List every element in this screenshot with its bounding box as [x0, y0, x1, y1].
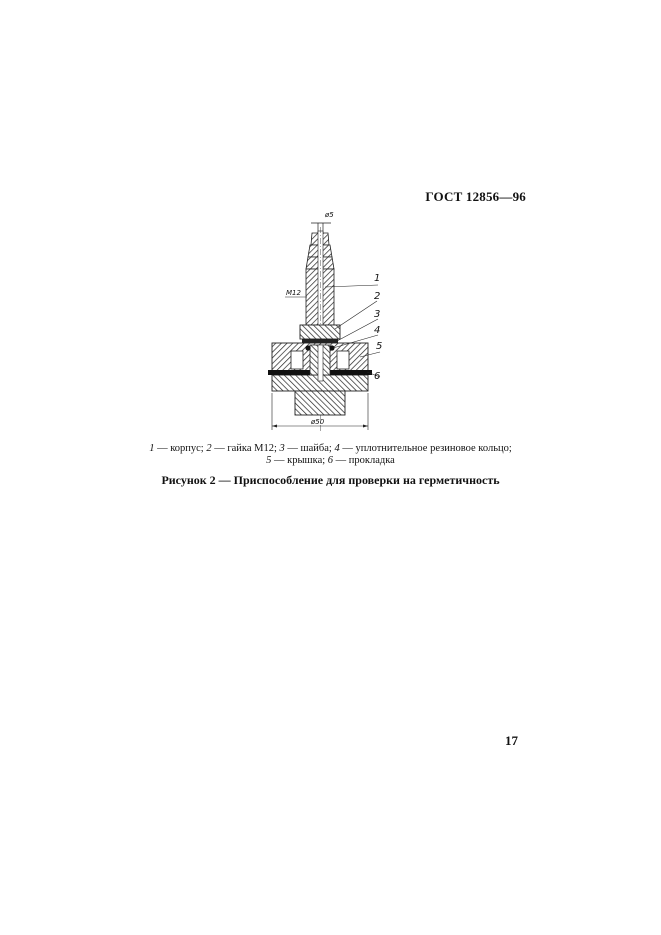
dimension-bottom-label: ø50 [311, 418, 325, 426]
callout-3: 3 [374, 309, 381, 320]
washer [302, 339, 338, 343]
legend-text: — прокладка [333, 455, 395, 466]
legend-text: — гайка M12; [211, 443, 280, 454]
legend-line-2 [120, 455, 541, 467]
legend-num: 3 [279, 443, 285, 454]
legend-num: 1 [149, 443, 155, 454]
legend-num: 6 [327, 455, 334, 466]
page-number: 17 [505, 733, 518, 748]
legend-text: — уплотнительное резиновое кольцо; [339, 443, 512, 454]
dimension-top-label: ø5 [325, 211, 334, 219]
legend-text: — шайба; [284, 443, 335, 454]
nut [300, 325, 340, 339]
sealing-test-fixture-drawing [255, 205, 405, 440]
callout-2: 2 [374, 291, 381, 302]
legend-line-1 [120, 443, 541, 455]
dimension-thread [285, 289, 307, 297]
legend-num: 4 [334, 443, 340, 454]
legend-text: — корпус; [154, 443, 207, 454]
callout-5: 5 [376, 341, 383, 352]
legend-num: 5 [266, 455, 272, 466]
figure-legend [120, 443, 541, 467]
figure-caption: Рисунок 2 — Приспособление для проверки на герметичность [161, 473, 500, 487]
dimension-thread-label: M12 [286, 289, 301, 297]
callout-1: 1 [374, 273, 381, 284]
legend-text: — крышка; [271, 455, 328, 466]
cover-block [268, 343, 372, 415]
legend-num: 2 [206, 443, 212, 454]
callout-6: 6 [374, 371, 381, 382]
callout-4: 4 [374, 325, 381, 336]
standard-header: ГОСТ 12856—96 [425, 189, 526, 204]
